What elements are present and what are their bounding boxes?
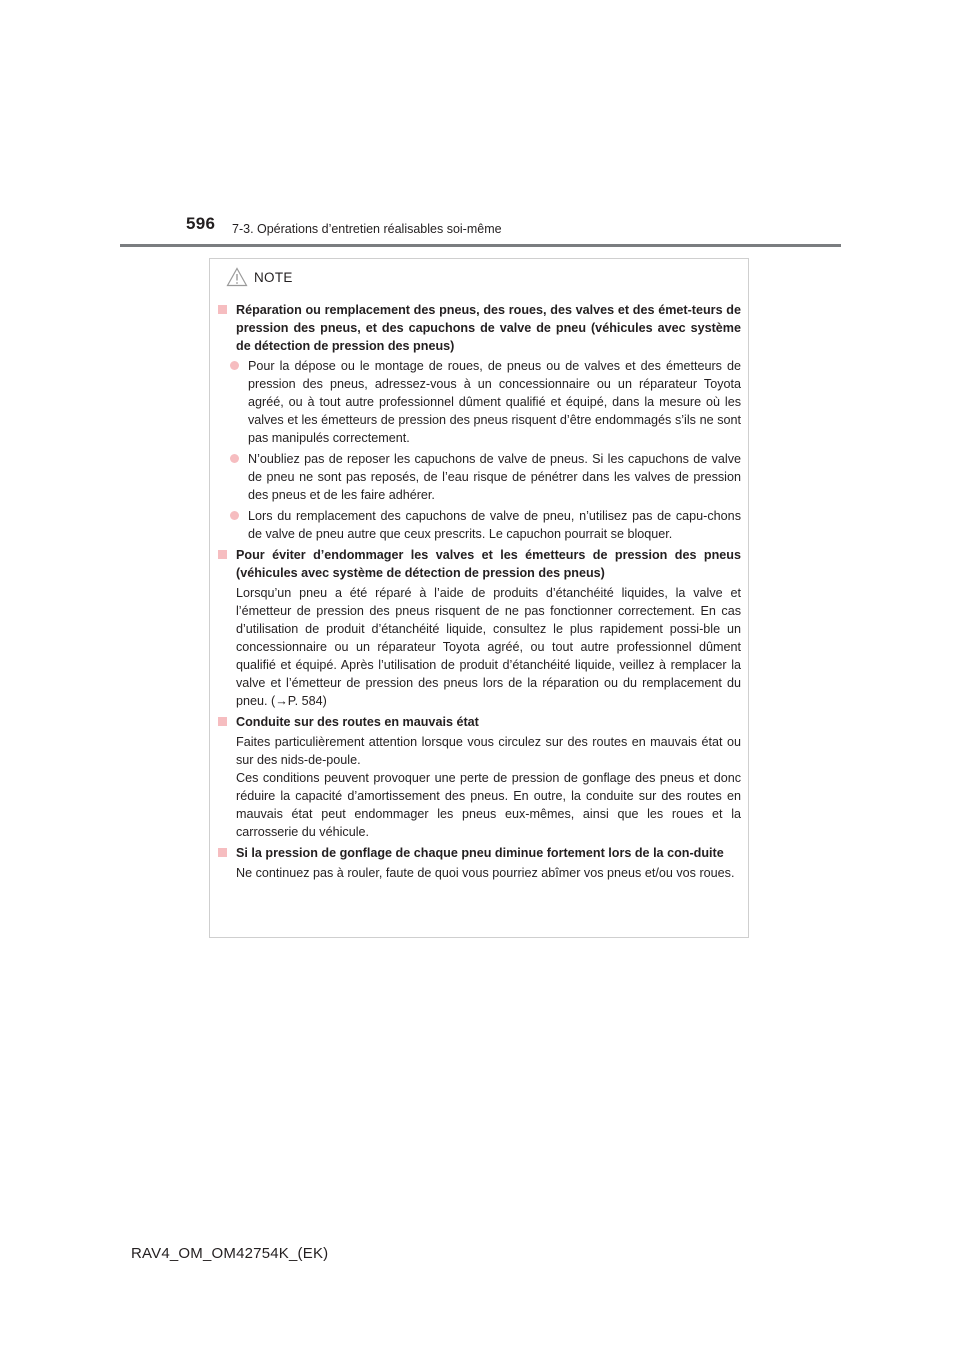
heading-text: Si la pression de gonflage de chaque pneu diminue fortement lors de la con-duite	[236, 846, 724, 860]
paragraph	[236, 733, 741, 841]
note-heading	[218, 713, 741, 731]
document-code: RAV4_OM_OM42754K_(EK)	[131, 1245, 329, 1262]
round-bullet-icon	[230, 450, 248, 504]
warning-triangle-icon	[226, 267, 248, 287]
note-header	[226, 265, 293, 289]
note-heading	[218, 546, 741, 582]
bullet-item	[230, 450, 741, 504]
note-content	[218, 301, 741, 885]
bullet-item	[230, 507, 741, 543]
heading-text: Réparation ou remplacement des pneus, des roues, des valves et des émet-teurs de pression des pneus, et des capuchons de valve de pneu (véhicules avec système de détection de pression des pneus)	[236, 303, 741, 353]
paragraph	[236, 864, 741, 882]
paragraph-text: Lorsqu’un pneu a été réparé à l’aide de produits d’étanchéité liquides, la valve et l’émetteur de pression des pneus risquent de ne pas fonctionner correctement. En cas d’utilisation de produit d’étanchéité liquide, consultez le plus rapidement possi-ble un concessionnaire ou un réparateur Toyota agréé, ou tout autre professionnel dûment qualifié et équipé. Après l’utilisation de produit d’étanchéité liquide, veillez à remplacer la valve et l’émetteur de pression des pneus lors de la réparation ou du remplacement du pneu. (→P. 584)	[236, 586, 741, 708]
square-bullet-icon	[218, 713, 236, 731]
bullet-text: Pour la dépose ou le montage de roues, de pneus ou de valves et des émetteurs de pression des pneus, adressez-vous à un concessionnaire ou un réparateur Toyota agréé, ou à tout autre professionnel dûment qualifié et équipé, dans la mesure où les valves et les émetteurs de pression des pneus risquent d’être endommagés s’ils ne sont pas manipulés correctement.	[248, 359, 741, 445]
paragraph-text: Faites particulièrement attention lorsque vous circulez sur des routes en mauvais état ou sur des nids-de-poule.	[236, 735, 741, 767]
header-rule	[120, 244, 841, 247]
square-bullet-icon	[218, 844, 236, 862]
square-bullet-icon	[218, 546, 236, 582]
section-title: 7-3. Opérations d’entretien réalisables soi-même	[232, 222, 502, 236]
square-bullet-icon	[218, 301, 236, 355]
paragraph-text: Ces conditions peuvent provoquer une perte de pression de gonflage des pneus et donc réduire la capacité d’amortissement des pneus. En outre, la conduite sur des routes en mauvais état peut endommager les pneus eux-mêmes, ainsi que les roues et la carrosserie du véhicule.	[236, 771, 741, 839]
paragraph-text: Ne continuez pas à rouler, faute de quoi vous pourriez abîmer vos pneus et/ou vos roues.	[236, 866, 735, 880]
round-bullet-icon	[230, 507, 248, 543]
paragraph	[236, 584, 741, 710]
bullet-item	[230, 357, 741, 447]
bullet-text: N’oubliez pas de reposer les capuchons de valve de pneus. Si les capuchons de valve de pneu ne sont pas reposés, de l’eau risque de pénétrer dans les valves de pression des pneus et de les faire adhérer.	[248, 452, 741, 502]
note-box	[209, 258, 749, 938]
note-label: NOTE	[254, 269, 293, 285]
note-heading	[218, 301, 741, 355]
heading-text: Conduite sur des routes en mauvais état	[236, 715, 479, 729]
heading-text: Pour éviter d’endommager les valves et les émetteurs de pression des pneus (véhicules avec système de détection de pression des pneus)	[236, 548, 741, 580]
bullet-text: Lors du remplacement des capuchons de valve de pneu, n’utilisez pas de capu-chons de valve de pneu autre que ceux prescrits. Le capuchon pourrait se bloquer.	[248, 509, 741, 541]
round-bullet-icon	[230, 357, 248, 447]
page-number: 596	[186, 214, 216, 233]
note-heading	[218, 844, 741, 862]
